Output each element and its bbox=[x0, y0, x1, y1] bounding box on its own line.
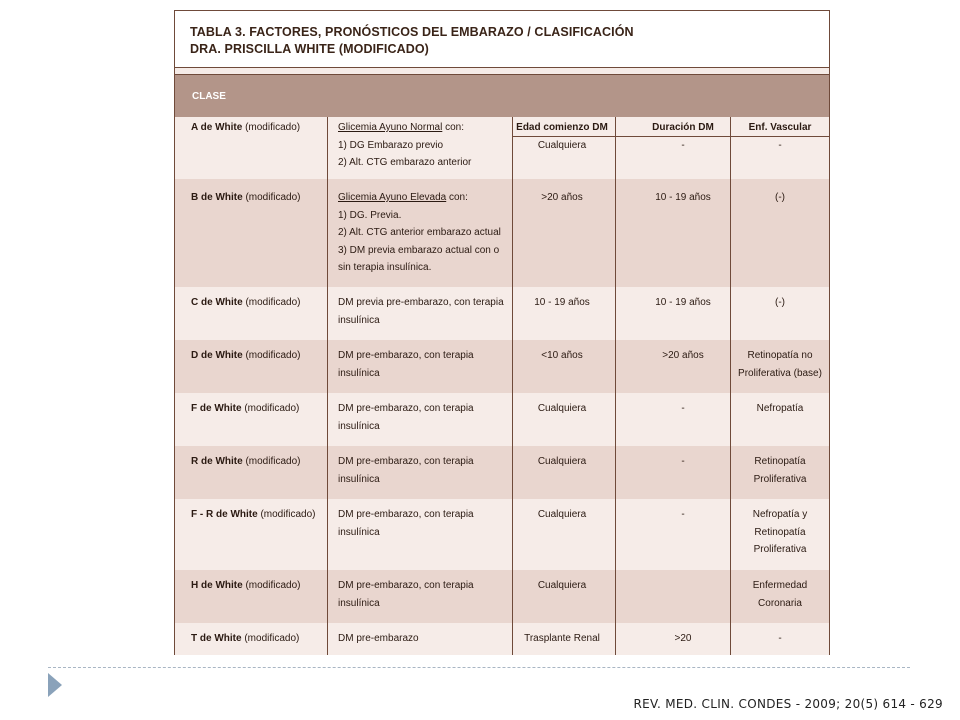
row-description: Glicemia Ayuno Elevada con: 1) DG. Previa. 2) Alt. CTG anterior embarazo actual 3) DM previa embarazo actual con o sin terapia insulínica. bbox=[338, 192, 501, 273]
row-class: D de White (modificado) bbox=[191, 350, 301, 361]
row-class: R de White (modificado) bbox=[191, 456, 301, 467]
column-divider bbox=[512, 117, 513, 655]
row-description: DM previa pre-embarazo, con terapia insulínica bbox=[338, 297, 504, 326]
footer-divider bbox=[48, 667, 910, 668]
row-edad: Cualquiera bbox=[537, 509, 587, 520]
row-duracion: - bbox=[681, 140, 685, 151]
row-vascular: Nefropatía bbox=[756, 403, 804, 414]
row-description: DM pre-embarazo, con terapia insulínica bbox=[338, 403, 474, 432]
row-edad: Cualquiera bbox=[537, 456, 587, 467]
row-edad: 10 - 19 años bbox=[534, 297, 590, 308]
column-divider bbox=[730, 117, 731, 655]
citation-text: REV. MED. CLIN. CONDES - 2009; 20(5) 614 - 629 bbox=[633, 697, 943, 711]
row-description: DM pre-embarazo, con terapia insulínica bbox=[338, 350, 474, 379]
row-class: B de White (modificado) bbox=[191, 192, 301, 203]
play-arrow-icon bbox=[48, 673, 62, 697]
header-edad: Edad comienzo DM bbox=[516, 122, 608, 133]
clase-label: CLASE bbox=[192, 91, 226, 102]
row-vascular: (-) bbox=[775, 192, 785, 203]
table-title-line1: TABLA 3. FACTORES, PRONÓSTICOS DEL EMBARAZO / CLASIFICACIÓN bbox=[190, 25, 634, 39]
row-duracion: >20 bbox=[674, 633, 692, 644]
row-vascular: - bbox=[778, 633, 782, 644]
row-duracion: - bbox=[681, 403, 685, 414]
row-vascular: Retinopatía no Proliferativa (base) bbox=[738, 350, 822, 379]
row-edad: Trasplante Renal bbox=[524, 633, 600, 644]
row-description: DM pre-embarazo, con terapia insulínica bbox=[338, 456, 474, 485]
row-description: DM pre-embarazo, con terapia insulínica bbox=[338, 580, 474, 609]
row-vascular: Nefropatía y Retinopatía Proliferativa bbox=[752, 509, 808, 555]
row-duracion: - bbox=[681, 456, 685, 467]
column-divider bbox=[327, 117, 328, 655]
column-divider bbox=[615, 117, 616, 655]
row-duracion: >20 años bbox=[662, 350, 704, 361]
row-class: A de White (modificado) bbox=[191, 122, 301, 133]
row-class: C de White (modificado) bbox=[191, 297, 301, 308]
row-duracion: - bbox=[681, 509, 685, 520]
row-vascular: Enfermedad Coronaria bbox=[752, 580, 808, 609]
row-class: F - R de White (modificado) bbox=[191, 509, 316, 520]
table-title-line2: DRA. PRISCILLA WHITE (MODIFICADO) bbox=[190, 42, 429, 56]
row-duracion: 10 - 19 años bbox=[655, 192, 711, 203]
row-vascular: - bbox=[778, 140, 782, 151]
clase-header-bar bbox=[175, 74, 829, 117]
table-document bbox=[174, 10, 830, 655]
row-edad: Cualquiera bbox=[537, 403, 587, 414]
row-duracion: 10 - 19 años bbox=[655, 297, 711, 308]
row-edad: Cualquiera bbox=[537, 140, 587, 151]
header-duracion: Duración DM bbox=[652, 122, 714, 133]
row-vascular: Retinopatía Proliferativa bbox=[753, 456, 807, 485]
row-description: DM pre-embarazo bbox=[338, 633, 419, 644]
row-class: H de White (modificado) bbox=[191, 580, 301, 591]
row-vascular: (-) bbox=[775, 297, 785, 308]
row-description: DM pre-embarazo, con terapia insulínica bbox=[338, 509, 474, 538]
header-vascular: Enf. Vascular bbox=[748, 122, 812, 133]
row-edad: Cualquiera bbox=[537, 580, 587, 591]
table-title-box bbox=[175, 10, 829, 68]
row-edad: >20 años bbox=[541, 192, 583, 203]
row-edad: <10 años bbox=[541, 350, 583, 361]
row-class: F de White (modificado) bbox=[191, 403, 300, 414]
row-description: Glicemia Ayuno Normal con: 1) DG Embarazo previo 2) Alt. CTG embarazo anterior bbox=[338, 122, 472, 168]
row-class: T de White (modificado) bbox=[191, 633, 300, 644]
